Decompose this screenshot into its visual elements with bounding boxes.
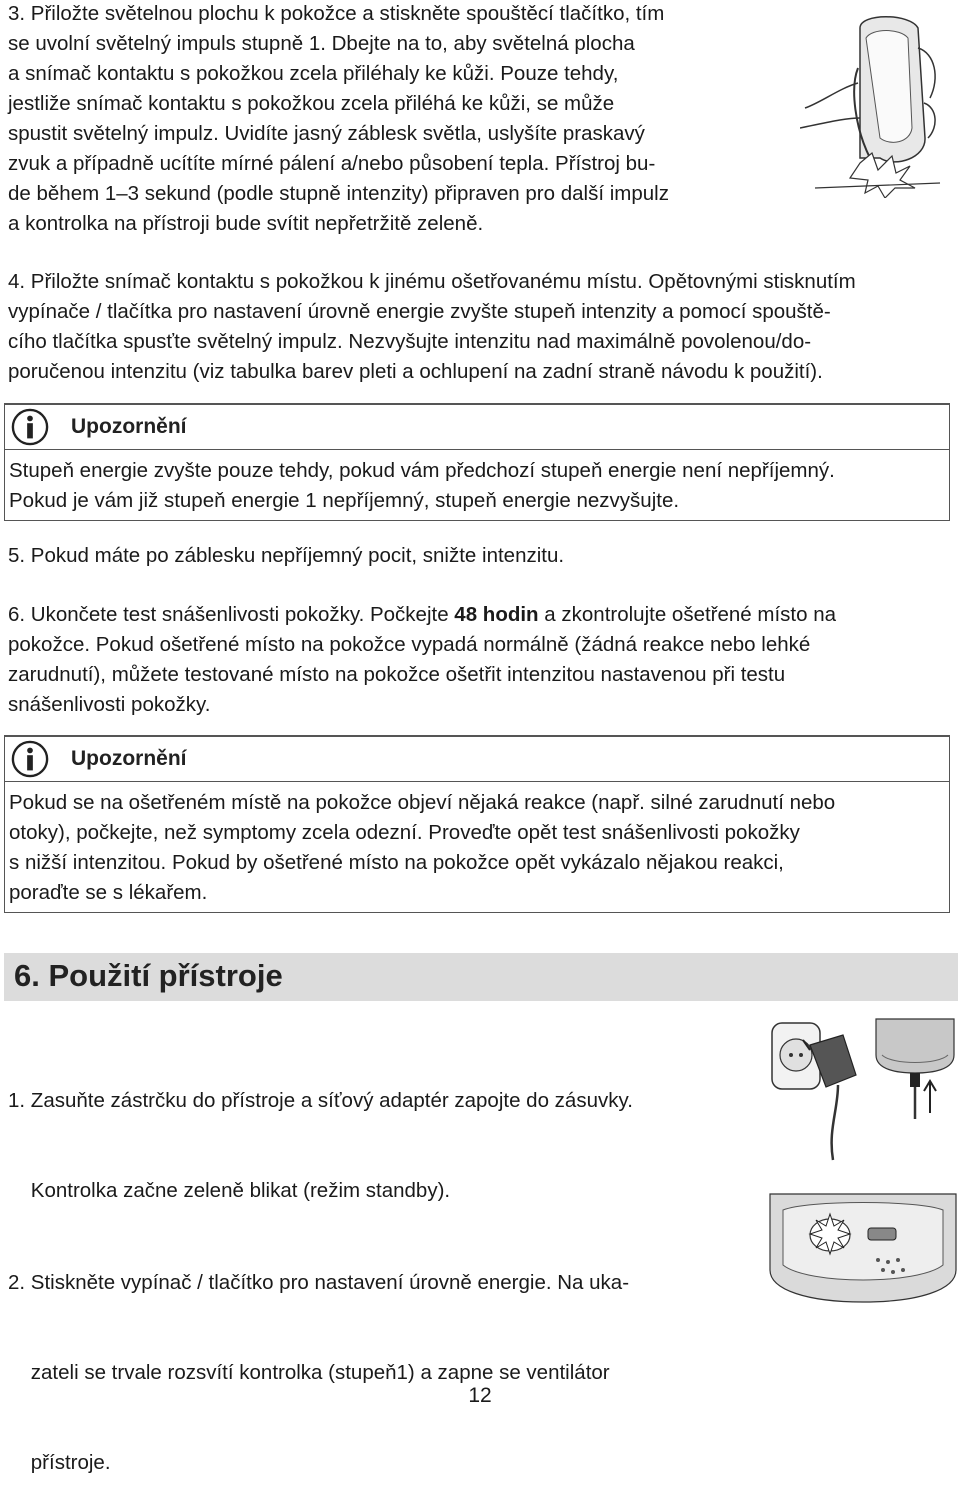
use-step-1-paragraph — [8, 1026, 758, 1236]
note-header — [5, 405, 949, 449]
step-4-line: vypínače / tlačítka pro nastavení úrovně energie zvyšte stupeň intenzity a pomocí spouště- — [8, 300, 831, 323]
note-line: Stupeň energie zvyšte pouze tehdy, pokud vám předchozí stupeň energie není nepříjemný. — [9, 459, 835, 482]
note-line: poraďte se s lékařem. — [9, 881, 208, 904]
note-line: Pokud je vám již stupeň energie 1 nepříjemný, stupeň energie nezvyšujte. — [9, 489, 680, 512]
section-title: 6. Použití přístroje — [14, 958, 283, 993]
note-line: s nižší intenzitou. Pokud by ošetřené místo na pokožce opět vykázalo nějakou reakci, — [9, 851, 784, 874]
hand-device-illustration — [800, 8, 950, 198]
step-6-line: zarudnutí), můžete testované místo na pokožce ošetřit intenzitou nastavenou při testu — [8, 663, 786, 686]
wait-duration: 48 hodin — [454, 603, 539, 626]
step-5-paragraph: 5. Pokud máte po záblesku nepříjemný pocit, snižte intenzitu. — [8, 544, 565, 567]
step-3-line: zvuk a případně ucítíte mírné pálení a/nebo působení tepla. Přístroj bu- — [8, 152, 656, 175]
step-3-line: 3. Přiložte světelnou plochu k pokožce a stiskněte spouštěcí tlačítko, tím — [8, 2, 665, 25]
step-4-line: cího tlačítka spusťte světelný impulz. Nezvyšujte intenzitu nad maximálně povolenou/do- — [8, 330, 812, 353]
step-3-line: se uvolní světelný impuls stupně 1. Dbejte na to, aby světelná plocha — [8, 32, 635, 55]
step-3-paragraph — [8, 0, 798, 239]
info-icon — [11, 740, 49, 778]
use-step-2-line: 2. Stiskněte vypínač / tlačítko pro nastavení úrovně energie. Na uka- — [8, 1271, 630, 1294]
use-step-2-line: přístroje. — [8, 1451, 111, 1474]
step-6-line: 6. Ukončete test snášenlivosti pokožky. Počkejte 48 hodin a zkontrolujte ošetřené místo na — [8, 603, 837, 626]
step-3-line: jestliže snímač kontaktu s pokožkou zcela přiléhá ke kůži, se může — [8, 92, 615, 115]
use-step-1-line: 1. Zasuňte zástrčku do přístroje a síťový adaptér zapojte do zásuvky. — [8, 1089, 633, 1112]
use-step-2-paragraph — [8, 1208, 758, 1508]
page-number: 12 — [468, 1384, 492, 1407]
socket-adapter-illustration — [768, 1015, 868, 1165]
warning-note-2 — [4, 735, 950, 913]
step-3-line: de během 1–3 sekund (podle stupně intenzity) připraven pro další impulz — [8, 182, 669, 205]
step-4-line: 4. Přiložte snímač kontaktu s pokožkou k jinému ošetřovanému místu. Opětovnými stisknutím — [8, 270, 856, 293]
note-line: Pokud se na ošetřeném místě na pokožce objeví nějaká reakce (např. silné zarudnutí nebo — [9, 791, 836, 814]
note-body — [5, 449, 949, 520]
warning-note-1 — [4, 403, 950, 521]
step-4-paragraph — [8, 267, 958, 387]
step-6-paragraph — [8, 600, 958, 720]
step-3-line: a snímač kontaktu s pokožkou zcela přiléhaly ke kůži. Pouze tehdy, — [8, 62, 619, 85]
note-line: otoky), počkejte, než symptomy zcela odezní. Proveďte opět test snášenlivosti pokožky — [9, 821, 800, 844]
step-6-line: snášenlivosti pokožky. — [8, 693, 211, 716]
step-3-line: a kontrolka na přístroji bude svítit nepřetržitě zeleně. — [8, 212, 484, 235]
device-plug-illustration — [872, 1015, 958, 1120]
step-4-line: poručenou intenzitu (viz tabulka barev pleti a ochlupení na zadní straně návodu k použití). — [8, 360, 823, 383]
use-step-2-line: zateli se trvale rozsvítí kontrolka (stupeň1) a zapne se ventilátor — [8, 1361, 610, 1384]
step-3-line: spustit světelný impulz. Uvidíte jasný záblesk světla, uslyšíte praskavý — [8, 122, 645, 145]
step-6-line: pokožce. Pokud ošetřené místo na pokožce vypadá normálně (žádná reakce nebo lehké — [8, 633, 811, 656]
note-title: Upozornění — [71, 747, 187, 770]
info-icon — [11, 408, 49, 446]
note-title: Upozornění — [71, 415, 187, 438]
device-button-illustration — [768, 1190, 958, 1305]
use-step-1-line: Kontrolka začne zeleně blikat (režim standby). — [8, 1179, 451, 1202]
note-body — [5, 781, 949, 912]
note-header — [5, 737, 949, 781]
section-heading-bar — [4, 953, 958, 1001]
